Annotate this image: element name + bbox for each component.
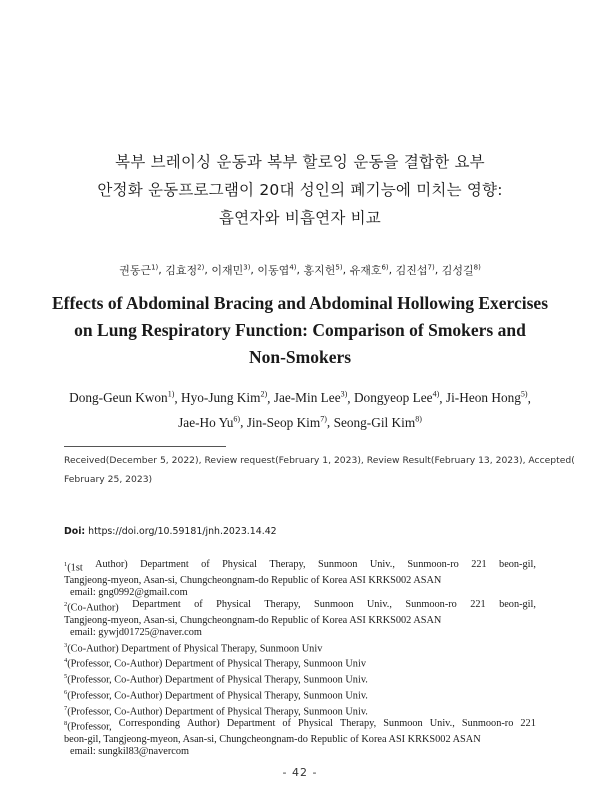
korean-author: 홍지헌$^{5)}$ bbox=[303, 263, 343, 277]
affiliation-word: Univ., bbox=[369, 559, 395, 570]
english-author: Jae-Ho Yu$^{6)}$ bbox=[178, 414, 241, 430]
english-author: Seong-Gil Kim$^{8)}$ bbox=[333, 414, 422, 430]
affiliation-word: Sunmoon bbox=[383, 718, 423, 730]
affiliation-entry: $^7$(Professor, Co-Author) Department of Physical Therapy, Sunmoon Univ. bbox=[64, 704, 368, 717]
english-author: Dong-Geun Kwon$^{1)}$ bbox=[69, 390, 175, 406]
affiliation-word: Author) bbox=[187, 718, 220, 730]
affiliation-word: 221 bbox=[470, 599, 486, 611]
korean-title-line: 안정화 운동프로그램이 20대 성인의 폐기능에 미치는 영향: bbox=[97, 181, 503, 199]
affiliation-word: beon-gil, bbox=[499, 599, 536, 611]
affiliation-word: Therapy, bbox=[264, 599, 301, 611]
affiliation-word: $^1$(1st bbox=[64, 561, 83, 574]
affiliation-word: 221 bbox=[471, 559, 487, 570]
affiliation-word: of bbox=[201, 559, 210, 570]
affiliation-address: Tangjeong-myeon, Asan-si, Chungcheongnam-do Republic of Korea ASI KRKS002 ASAN bbox=[64, 574, 442, 586]
affiliation-entry bbox=[64, 559, 536, 599]
affiliation-entry bbox=[64, 599, 536, 639]
affiliation-line bbox=[64, 599, 536, 615]
received-dates bbox=[64, 451, 575, 489]
affiliation-word: Physical bbox=[216, 599, 251, 611]
footnote-divider bbox=[64, 446, 226, 447]
affiliation-word: of bbox=[194, 599, 203, 611]
korean-author: 유재호$^{6)}$ bbox=[349, 263, 389, 277]
affiliation-entry: $^6$(Professor, Co-Author) Department of Physical Therapy, Sunmoon Univ. bbox=[64, 688, 368, 702]
affiliation-word: Corresponding bbox=[118, 718, 180, 730]
english-author-line: Jae-Ho Yu$^{6)}$, Jin-Seop Kim$^{7)}$, Seong-Gil Kim$^{8)}$ bbox=[178, 414, 422, 430]
affiliation-word: Sunmoon-ro bbox=[405, 599, 457, 611]
page-number: - 42 - bbox=[282, 766, 318, 779]
affiliation-word: Univ., bbox=[429, 718, 455, 730]
korean-title bbox=[40, 148, 560, 232]
english-author: Ji-Heon Hong$^{5)}$ bbox=[445, 390, 528, 406]
affiliation-address: Tangjeong-myeon, Asan-si, Chungcheongnam-do Republic of Korea ASI KRKS002 ASAN bbox=[64, 615, 442, 627]
affiliation-word: beon-gil, bbox=[499, 559, 536, 570]
author-affiliations bbox=[64, 559, 536, 759]
affiliation-entry: $^5$(Professor, Co-Author) Department of Physical Therapy, Sunmoon Univ. bbox=[64, 673, 368, 686]
affiliation-email: email: gng0992@gmail.com bbox=[70, 587, 188, 599]
english-author-list bbox=[40, 384, 560, 433]
english-title-line: Effects of Abdominal Bracing and Abdominal Hollowing Exercises bbox=[51, 293, 549, 313]
affiliation-line bbox=[64, 718, 536, 734]
affiliation-word: 221 bbox=[520, 718, 536, 730]
english-author: Dongyeop Lee$^{4)}$ bbox=[353, 390, 440, 406]
korean-author: 권동근$^{1)}$ bbox=[119, 263, 159, 277]
affiliation-word: Department bbox=[132, 599, 181, 611]
received-dates-line: February 25, 2023) bbox=[64, 474, 153, 485]
doi-link[interactable]: https://doi.org/10.59181/jnh.2023.14.42 bbox=[88, 526, 277, 537]
affiliation-email: email: sungkil83@navercom bbox=[70, 746, 190, 758]
korean-title-line: 복부 브레이싱 운동과 복부 할로잉 운동을 결합한 요부 bbox=[115, 153, 485, 171]
affiliation-word: Therapy, bbox=[269, 559, 306, 570]
received-dates-line: Received(December 5, 2022), Review request(February 1, 2023), Review Result(February 13, 2023), Accepted( bbox=[64, 455, 575, 466]
affiliation-line bbox=[64, 559, 536, 575]
affiliation-word: Sunmoon-ro bbox=[461, 718, 514, 730]
english-author-line: Dong-Geun Kwon$^{1)}$, Hyo-Jung Kim$^{2)}$, Jae-Min Lee$^{3)}$, Dongyeop Lee$^{4)}$, Ji-Heon Hong$^{5)}$, bbox=[69, 390, 531, 406]
english-author: Jae-Min Lee$^{3)}$ bbox=[273, 390, 348, 406]
korean-author: 김성길$^{8)}$ bbox=[441, 263, 481, 277]
affiliation-email: email: gywjd01725@naver.com bbox=[70, 627, 202, 639]
english-title bbox=[40, 290, 560, 371]
affiliation-word: Physical bbox=[222, 559, 257, 570]
korean-author: 이동엽$^{4)}$ bbox=[257, 263, 297, 277]
affiliation-word: Sunmoon bbox=[314, 599, 354, 611]
english-title-line: Non-Smokers bbox=[248, 347, 352, 367]
doi-line bbox=[64, 526, 277, 537]
korean-author: 김효정$^{2)}$ bbox=[165, 263, 205, 277]
korean-title-line: 흡연자와 비흡연자 비교 bbox=[219, 209, 381, 227]
affiliation-word: Sunmoon-ro bbox=[407, 559, 459, 570]
affiliation-entry bbox=[64, 718, 536, 758]
affiliation-word: Department bbox=[226, 718, 276, 730]
affiliation-word: $^2$(Co-Author) bbox=[64, 601, 119, 614]
korean-author: 김진섭$^{7)}$ bbox=[395, 263, 435, 277]
affiliation-entry: $^4$(Professor, Co-Author) Department of Physical Therapy, Sunmoon Univ bbox=[64, 657, 366, 670]
english-author: Jin-Seop Kim$^{7)}$ bbox=[246, 414, 327, 430]
english-title-line: on Lung Respiratory Function: Comparison of Smokers and bbox=[74, 320, 526, 340]
affiliation-entry: $^3$(Co-Author) Department of Physical Therapy, Sunmoon Univ bbox=[64, 641, 323, 655]
affiliation-word: $^8$(Professor, bbox=[64, 720, 112, 733]
affiliation-address: beon-gil, Tangjeong-myeon, Asan-si, Chungcheongnam-do Republic of Korea ASI KRKS002 ASAN bbox=[64, 733, 481, 745]
doi-label: Doi: bbox=[64, 526, 86, 537]
affiliation-word: of bbox=[282, 718, 291, 730]
affiliation-word: Therapy, bbox=[339, 718, 377, 730]
korean-author-list: 권동근$^{1)}$, 김효정$^{2)}$, 이재민$^{3)}$, 이동엽$^{4)}$, 홍지헌$^{5)}$, 유재호$^{6)}$, 김진섭$^{7)}$, 김성길$^{8)}$ bbox=[119, 263, 481, 277]
affiliation-word: Univ., bbox=[366, 599, 392, 611]
affiliation-word: Physical bbox=[297, 718, 333, 730]
english-author: Hyo-Jung Kim$^{2)}$ bbox=[181, 390, 268, 406]
affiliation-word: Department bbox=[140, 559, 189, 570]
affiliation-word: Author) bbox=[95, 559, 128, 570]
affiliation-word: Sunmoon bbox=[317, 559, 358, 570]
korean-author: 이재민$^{3)}$ bbox=[211, 263, 251, 277]
